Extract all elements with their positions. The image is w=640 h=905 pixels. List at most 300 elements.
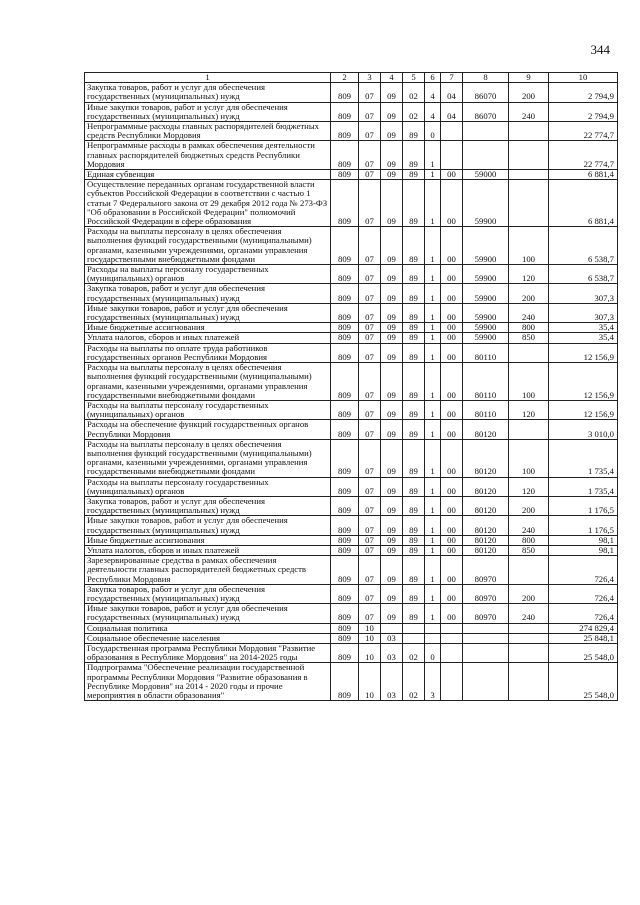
section-cell: 07 (359, 516, 381, 535)
section-cell: 07 (359, 284, 381, 303)
direction-cell (441, 141, 463, 170)
direction-cell: 00 (441, 363, 463, 401)
direction-cell: 00 (441, 535, 463, 545)
row-name-cell: Подпрограмма "Обеспечение реализации государственной программы Республики Мордовия "Развитие образования в Республике Мордовия" на 2014 - 2020 годы и прочие мероприятия в области образования" (85, 663, 331, 701)
program-cell: 89 (403, 343, 425, 362)
amount-cell: 726,4 (549, 556, 618, 585)
direction-cell: 04 (441, 102, 463, 121)
program-cell: 89 (403, 284, 425, 303)
target-article-cell (463, 643, 509, 662)
expense-type-cell: 850 (509, 545, 549, 555)
section-cell: 07 (359, 535, 381, 545)
row-name-cell: Иные закупки товаров, работ и услуг для обеспечения государственных (муниципальных) нужд (85, 516, 331, 535)
subprogram-cell: 4 (425, 102, 441, 121)
target-article-cell: 86070 (463, 102, 509, 121)
subprogram-cell: 1 (425, 584, 441, 603)
code-cell: 809 (331, 584, 359, 603)
section-cell: 07 (359, 477, 381, 496)
subprogram-cell: 1 (425, 363, 441, 401)
row-name-cell: Иные бюджетные ассигнования (85, 535, 331, 545)
direction-cell: 00 (441, 496, 463, 515)
program-cell: 89 (403, 420, 425, 439)
expense-type-cell (509, 343, 549, 362)
subsection-cell: 09 (381, 363, 403, 401)
subsection-cell: 09 (381, 545, 403, 555)
amount-cell: 25 548,0 (549, 643, 618, 662)
section-cell: 07 (359, 400, 381, 419)
amount-cell: 6 538,7 (549, 227, 618, 265)
amount-cell: 307,3 (549, 284, 618, 303)
subprogram-cell: 1 (425, 545, 441, 555)
section-cell: 07 (359, 265, 381, 284)
table-row (85, 516, 618, 535)
code-cell: 809 (331, 227, 359, 265)
subsection-cell: 09 (381, 180, 403, 227)
amount-cell: 25 548,0 (549, 663, 618, 701)
expense-type-cell: 800 (509, 323, 549, 333)
table-row (85, 400, 618, 419)
row-name-cell: Закупка товаров, работ и услуг для обеспечения государственных (муниципальных) нужд (85, 83, 331, 102)
direction-cell (441, 623, 463, 633)
row-name-cell: Расходы на выплаты по оплате труда работников государственных органов Республики Мордовия (85, 343, 331, 362)
row-name-cell: Непрограммные расходы в рамках обеспечения деятельности главных распорядителей бюджетных средств Республики Мордовия (85, 141, 331, 170)
expense-type-cell: 100 (509, 439, 549, 477)
expense-type-cell: 240 (509, 516, 549, 535)
row-name-cell: Расходы на выплаты персоналу государственных (муниципальных) органов (85, 400, 331, 419)
target-article-cell: 59900 (463, 180, 509, 227)
direction-cell: 00 (441, 284, 463, 303)
section-cell: 07 (359, 343, 381, 362)
subsection-cell: 09 (381, 420, 403, 439)
target-article-cell: 80970 (463, 604, 509, 623)
subprogram-cell (425, 623, 441, 633)
code-cell: 809 (331, 363, 359, 401)
table-row (85, 420, 618, 439)
row-name-cell: Иные закупки товаров, работ и услуг для обеспечения государственных (муниципальных) нужд (85, 102, 331, 121)
subprogram-cell: 4 (425, 83, 441, 102)
subsection-cell: 09 (381, 333, 403, 343)
subsection-cell: 09 (381, 284, 403, 303)
amount-cell: 35,4 (549, 323, 618, 333)
section-cell: 07 (359, 102, 381, 121)
subsection-cell: 03 (381, 633, 403, 643)
direction-cell (441, 663, 463, 701)
row-name-cell: Зарезервированные средства в рамках обеспечения деятельности главных распорядителей бюджетных средств Республики Мордовия (85, 556, 331, 585)
program-cell: 89 (403, 265, 425, 284)
subprogram-cell: 1 (425, 420, 441, 439)
row-name-cell: Уплата налогов, сборов и иных платежей (85, 333, 331, 343)
program-cell: 89 (403, 170, 425, 180)
direction-cell: 00 (441, 556, 463, 585)
amount-cell: 98,1 (549, 535, 618, 545)
expense-type-cell: 100 (509, 227, 549, 265)
table-header-row (85, 73, 618, 83)
expense-type-cell (509, 623, 549, 633)
row-name-cell: Закупка товаров, работ и услуг для обеспечения государственных (муниципальных) нужд (85, 584, 331, 603)
table-row (85, 584, 618, 603)
direction-cell: 00 (441, 303, 463, 322)
subsection-cell: 09 (381, 439, 403, 477)
amount-cell: 1 735,4 (549, 439, 618, 477)
expense-type-cell (509, 122, 549, 141)
expense-type-cell: 240 (509, 102, 549, 121)
direction-cell: 00 (441, 343, 463, 362)
section-cell: 07 (359, 323, 381, 333)
target-article-cell: 59900 (463, 227, 509, 265)
section-cell: 07 (359, 141, 381, 170)
target-article-cell: 80120 (463, 496, 509, 515)
row-name-cell: Государственная программа Республики Мордовия "Развитие образования в Республике Мордовия" на 2014-2025 годы (85, 643, 331, 662)
column-header: 3 (359, 73, 381, 83)
program-cell: 89 (403, 516, 425, 535)
subsection-cell: 09 (381, 400, 403, 419)
subsection-cell: 09 (381, 323, 403, 333)
program-cell: 89 (403, 141, 425, 170)
section-cell: 07 (359, 556, 381, 585)
code-cell: 809 (331, 535, 359, 545)
section-cell: 10 (359, 663, 381, 701)
code-cell: 809 (331, 102, 359, 121)
table-row (85, 623, 618, 633)
subprogram-cell: 1 (425, 323, 441, 333)
page-number: 344 (590, 42, 610, 57)
section-cell: 07 (359, 604, 381, 623)
target-article-cell: 80970 (463, 556, 509, 585)
code-cell: 809 (331, 122, 359, 141)
code-cell: 809 (331, 643, 359, 662)
amount-cell: 274 829,4 (549, 623, 618, 633)
section-cell: 07 (359, 122, 381, 141)
target-article-cell: 80120 (463, 477, 509, 496)
table-row (85, 284, 618, 303)
direction-cell: 00 (441, 227, 463, 265)
column-header: 10 (549, 73, 618, 83)
code-cell: 809 (331, 400, 359, 419)
subsection-cell: 09 (381, 343, 403, 362)
section-cell: 07 (359, 83, 381, 102)
target-article-cell: 80970 (463, 584, 509, 603)
subsection-cell: 09 (381, 265, 403, 284)
subsection-cell: 09 (381, 141, 403, 170)
target-article-cell: 80110 (463, 343, 509, 362)
program-cell: 89 (403, 545, 425, 555)
amount-cell: 12 156,9 (549, 363, 618, 401)
row-name-cell: Осуществление переданных органам государственной власти субъектов Российской Федерации в соответствии с частью 1 статьи 7 Федерального закона от 29 декабря 2012 года № 273-ФЗ "Об образовании в Российской Федерации" полномочий Российской Федерации в сфере образования (85, 180, 331, 227)
direction-cell: 04 (441, 83, 463, 102)
table-row (85, 343, 618, 362)
row-name-cell: Единая субвенция (85, 170, 331, 180)
row-name-cell: Расходы на выплаты персоналу в целях обеспечения выполнения функций государственными (муниципальными) органами, казенными учреждениями, органами управления государственными внебюджетными фондами (85, 227, 331, 265)
direction-cell: 00 (441, 604, 463, 623)
section-cell: 07 (359, 420, 381, 439)
code-cell: 809 (331, 516, 359, 535)
subprogram-cell: 1 (425, 556, 441, 585)
amount-cell: 12 156,9 (549, 400, 618, 419)
table-row (85, 303, 618, 322)
row-name-cell: Иные закупки товаров, работ и услуг для обеспечения государственных (муниципальных) нужд (85, 303, 331, 322)
direction-cell: 00 (441, 180, 463, 227)
program-cell: 89 (403, 122, 425, 141)
expense-type-cell: 120 (509, 400, 549, 419)
amount-cell: 6 881,4 (549, 180, 618, 227)
subprogram-cell: 0 (425, 122, 441, 141)
row-name-cell: Социальная политика (85, 623, 331, 633)
program-cell: 89 (403, 556, 425, 585)
target-article-cell: 59900 (463, 265, 509, 284)
table-row (85, 604, 618, 623)
direction-cell: 00 (441, 333, 463, 343)
subsection-cell: 09 (381, 102, 403, 121)
amount-cell: 6 881,4 (549, 170, 618, 180)
table-body (85, 83, 618, 701)
code-cell: 809 (331, 604, 359, 623)
column-header: 6 (425, 73, 441, 83)
code-cell: 809 (331, 265, 359, 284)
subsection-cell: 03 (381, 663, 403, 701)
budget-table (84, 72, 618, 701)
program-cell: 89 (403, 227, 425, 265)
expense-type-cell: 850 (509, 333, 549, 343)
section-cell: 10 (359, 633, 381, 643)
section-cell: 07 (359, 496, 381, 515)
row-name-cell: Расходы на выплаты персоналу в целях обеспечения выполнения функций государственными (муниципальными) органами, казенными учреждениями, органами управления государственными внебюджетными фондами (85, 363, 331, 401)
amount-cell: 98,1 (549, 545, 618, 555)
subsection-cell: 09 (381, 584, 403, 603)
row-name-cell: Расходы на выплаты персоналу государственных (муниципальных) органов (85, 265, 331, 284)
row-name-cell: Расходы на выплаты персоналу в целях обеспечения выполнения функций государственными (муниципальными) органами, казенными учреждениями, органами управления государственными внебюджетными фондами (85, 439, 331, 477)
program-cell: 89 (403, 323, 425, 333)
row-name-cell: Закупка товаров, работ и услуг для обеспечения государственных (муниципальных) нужд (85, 496, 331, 515)
direction-cell: 00 (441, 420, 463, 439)
code-cell: 809 (331, 303, 359, 322)
amount-cell: 35,4 (549, 333, 618, 343)
section-cell: 07 (359, 439, 381, 477)
subsection-cell: 03 (381, 643, 403, 662)
code-cell: 809 (331, 496, 359, 515)
section-cell: 07 (359, 333, 381, 343)
target-article-cell (463, 623, 509, 633)
code-cell: 809 (331, 323, 359, 333)
subsection-cell: 09 (381, 535, 403, 545)
target-article-cell: 80120 (463, 535, 509, 545)
target-article-cell: 80120 (463, 545, 509, 555)
subprogram-cell: 1 (425, 535, 441, 545)
target-article-cell: 59900 (463, 323, 509, 333)
subprogram-cell: 1 (425, 604, 441, 623)
code-cell: 809 (331, 180, 359, 227)
table-row (85, 141, 618, 170)
target-article-cell: 59900 (463, 333, 509, 343)
row-name-cell: Иные закупки товаров, работ и услуг для обеспечения государственных (муниципальных) нужд (85, 604, 331, 623)
program-cell: 02 (403, 102, 425, 121)
direction-cell (441, 633, 463, 643)
subsection-cell: 09 (381, 556, 403, 585)
column-header: 9 (509, 73, 549, 83)
target-article-cell: 80120 (463, 516, 509, 535)
expense-type-cell: 200 (509, 496, 549, 515)
amount-cell: 1 176,5 (549, 496, 618, 515)
subsection-cell: 09 (381, 122, 403, 141)
direction-cell: 00 (441, 477, 463, 496)
table-row (85, 227, 618, 265)
program-cell: 89 (403, 180, 425, 227)
code-cell: 809 (331, 420, 359, 439)
subprogram-cell: 1 (425, 439, 441, 477)
code-cell: 809 (331, 284, 359, 303)
row-name-cell: Непрограммные расходы главных распорядителей бюджетных средств Республики Мордовия (85, 122, 331, 141)
program-cell: 89 (403, 303, 425, 322)
code-cell: 809 (331, 141, 359, 170)
expense-type-cell (509, 663, 549, 701)
subprogram-cell: 1 (425, 284, 441, 303)
code-cell: 809 (331, 545, 359, 555)
expense-type-cell (509, 180, 549, 227)
subprogram-cell: 0 (425, 643, 441, 662)
target-article-cell: 80120 (463, 439, 509, 477)
subprogram-cell: 3 (425, 663, 441, 701)
subprogram-cell: 1 (425, 227, 441, 265)
section-cell: 07 (359, 227, 381, 265)
table-row (85, 363, 618, 401)
subsection-cell: 09 (381, 496, 403, 515)
table-row (85, 556, 618, 585)
expense-type-cell (509, 633, 549, 643)
direction-cell: 00 (441, 439, 463, 477)
section-cell: 07 (359, 584, 381, 603)
amount-cell: 726,4 (549, 604, 618, 623)
target-article-cell: 59900 (463, 303, 509, 322)
table-row (85, 663, 618, 701)
code-cell: 809 (331, 83, 359, 102)
row-name-cell: Уплата налогов, сборов и иных платежей (85, 545, 331, 555)
direction-cell: 00 (441, 170, 463, 180)
column-header: 5 (403, 73, 425, 83)
program-cell: 89 (403, 439, 425, 477)
table-row (85, 323, 618, 333)
subsection-cell: 09 (381, 477, 403, 496)
expense-type-cell: 100 (509, 363, 549, 401)
subprogram-cell: 1 (425, 141, 441, 170)
subsection-cell: 09 (381, 604, 403, 623)
target-article-cell (463, 633, 509, 643)
subprogram-cell: 1 (425, 170, 441, 180)
program-cell: 89 (403, 363, 425, 401)
subsection-cell: 09 (381, 516, 403, 535)
expense-type-cell (509, 141, 549, 170)
target-article-cell (463, 122, 509, 141)
amount-cell: 22 774,7 (549, 141, 618, 170)
section-cell: 10 (359, 623, 381, 633)
code-cell: 809 (331, 623, 359, 633)
target-article-cell: 59000 (463, 170, 509, 180)
expense-type-cell: 120 (509, 265, 549, 284)
direction-cell (441, 122, 463, 141)
expense-type-cell (509, 170, 549, 180)
direction-cell (441, 643, 463, 662)
table-row (85, 122, 618, 141)
subprogram-cell: 1 (425, 180, 441, 227)
program-cell: 02 (403, 83, 425, 102)
table-row (85, 265, 618, 284)
subprogram-cell: 1 (425, 477, 441, 496)
table-row (85, 545, 618, 555)
subprogram-cell: 1 (425, 343, 441, 362)
code-cell: 809 (331, 663, 359, 701)
subprogram-cell: 1 (425, 333, 441, 343)
table-row (85, 535, 618, 545)
amount-cell: 1 735,4 (549, 477, 618, 496)
row-name-cell: Закупка товаров, работ и услуг для обеспечения государственных (муниципальных) нужд (85, 284, 331, 303)
subprogram-cell: 1 (425, 516, 441, 535)
expense-type-cell (509, 643, 549, 662)
expense-type-cell: 200 (509, 284, 549, 303)
subsection-cell: 09 (381, 170, 403, 180)
direction-cell: 00 (441, 584, 463, 603)
subprogram-cell (425, 633, 441, 643)
target-article-cell: 80110 (463, 363, 509, 401)
table-row (85, 180, 618, 227)
column-header: 4 (381, 73, 403, 83)
direction-cell: 00 (441, 323, 463, 333)
table-row (85, 477, 618, 496)
table-row (85, 170, 618, 180)
code-cell: 809 (331, 333, 359, 343)
target-article-cell: 80120 (463, 420, 509, 439)
direction-cell: 00 (441, 400, 463, 419)
code-cell: 809 (331, 633, 359, 643)
code-cell: 809 (331, 439, 359, 477)
amount-cell: 6 538,7 (549, 265, 618, 284)
section-cell: 07 (359, 363, 381, 401)
column-header: 7 (441, 73, 463, 83)
expense-type-cell: 200 (509, 584, 549, 603)
expense-type-cell (509, 420, 549, 439)
amount-cell: 2 794,9 (549, 102, 618, 121)
direction-cell: 00 (441, 265, 463, 284)
subsection-cell: 09 (381, 83, 403, 102)
expense-type-cell (509, 556, 549, 585)
code-cell: 809 (331, 556, 359, 585)
amount-cell: 2 794,9 (549, 83, 618, 102)
expense-type-cell: 240 (509, 604, 549, 623)
target-article-cell (463, 141, 509, 170)
amount-cell: 1 176,5 (549, 516, 618, 535)
row-name-cell: Иные бюджетные ассигнования (85, 323, 331, 333)
expense-type-cell: 800 (509, 535, 549, 545)
program-cell: 89 (403, 477, 425, 496)
target-article-cell: 80110 (463, 400, 509, 419)
program-cell: 89 (403, 496, 425, 515)
program-cell (403, 623, 425, 633)
program-cell (403, 633, 425, 643)
section-cell: 07 (359, 303, 381, 322)
table-row (85, 633, 618, 643)
section-cell: 07 (359, 170, 381, 180)
table-row (85, 102, 618, 121)
code-cell: 809 (331, 170, 359, 180)
section-cell: 07 (359, 545, 381, 555)
program-cell: 89 (403, 400, 425, 419)
target-article-cell: 59900 (463, 284, 509, 303)
direction-cell: 00 (441, 516, 463, 535)
target-article-cell: 86070 (463, 83, 509, 102)
table-row (85, 643, 618, 662)
amount-cell: 307,3 (549, 303, 618, 322)
program-cell: 02 (403, 663, 425, 701)
code-cell: 809 (331, 477, 359, 496)
code-cell: 809 (331, 343, 359, 362)
row-name-cell: Расходы на выплаты персоналу государственных (муниципальных) органов (85, 477, 331, 496)
